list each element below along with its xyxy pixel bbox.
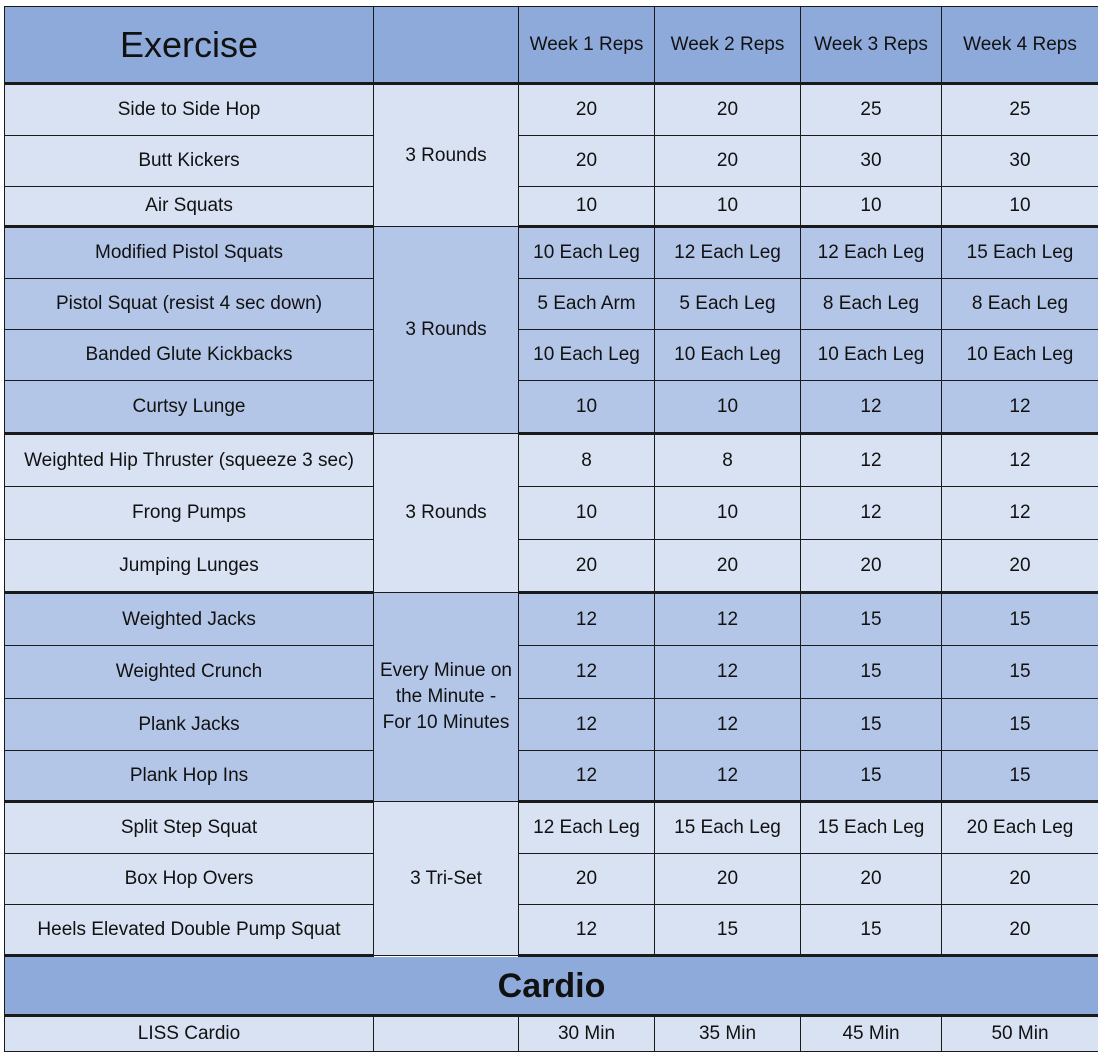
scheme-cell[interactable]: 3 Rounds: [374, 84, 519, 227]
exercise-cell[interactable]: Side to Side Hop: [5, 84, 374, 136]
scheme-line: For 10 Minutes: [382, 712, 510, 733]
table-row: [5, 330, 1098, 381]
rep-cell[interactable]: 15: [801, 593, 942, 646]
rep-cell[interactable]: 25: [801, 84, 942, 136]
rep-cell[interactable]: 12: [801, 434, 942, 487]
exercise-cell[interactable]: Butt Kickers: [5, 136, 374, 187]
scheme-line: the Minute -: [395, 686, 497, 707]
header-week-3[interactable]: Week 3 Reps: [801, 7, 942, 84]
rep-cell[interactable]: 12: [942, 487, 1098, 540]
table-row: [5, 802, 1098, 854]
rep-cell[interactable]: 12: [519, 646, 655, 699]
rep-cell[interactable]: 12: [519, 751, 655, 802]
exercise-cell[interactable]: Pistol Squat (resist 4 sec down): [5, 279, 374, 330]
exercise-cell[interactable]: Weighted Jacks: [5, 593, 374, 646]
table-row: [5, 751, 1098, 802]
rep-cell[interactable]: 30 Min: [519, 1016, 655, 1052]
rep-cell[interactable]: 15: [801, 905, 942, 956]
rep-cell[interactable]: 12 Each Leg: [801, 227, 942, 279]
rep-cell[interactable]: 10 Each Leg: [519, 330, 655, 381]
exercise-cell[interactable]: Curtsy Lunge: [5, 381, 374, 434]
rep-cell[interactable]: 15: [942, 593, 1098, 646]
table-row: [5, 1016, 1098, 1052]
table-row: [5, 699, 1098, 751]
rep-cell[interactable]: 15: [942, 751, 1098, 802]
rep-cell[interactable]: 8 Each Leg: [942, 279, 1098, 330]
rep-cell[interactable]: 15: [942, 699, 1098, 751]
rep-cell[interactable]: 15: [801, 699, 942, 751]
rep-cell[interactable]: 10: [519, 381, 655, 434]
exercise-cell[interactable]: Air Squats: [5, 187, 374, 227]
rep-cell[interactable]: 30: [801, 136, 942, 187]
rep-cell[interactable]: 12 Each Leg: [519, 802, 655, 854]
rep-cell[interactable]: 10: [655, 381, 801, 434]
rep-cell[interactable]: 12: [519, 905, 655, 956]
rep-cell[interactable]: 12: [801, 487, 942, 540]
rep-cell[interactable]: 12: [519, 699, 655, 751]
exercise-cell[interactable]: Plank Hop Ins: [5, 751, 374, 802]
exercise-cell[interactable]: Plank Jacks: [5, 699, 374, 751]
exercise-cell[interactable]: Heels Elevated Double Pump Squat: [5, 905, 374, 956]
rep-cell[interactable]: 12: [519, 593, 655, 646]
rep-cell[interactable]: 15 Each Leg: [655, 802, 801, 854]
rep-cell[interactable]: 12: [655, 646, 801, 699]
table-row: [5, 84, 1098, 136]
rep-cell[interactable]: 8: [519, 434, 655, 487]
header-week-4[interactable]: Week 4 Reps: [942, 7, 1098, 84]
rep-cell[interactable]: 15 Each Leg: [801, 802, 942, 854]
table-row: [5, 227, 1098, 279]
rep-cell[interactable]: 20: [655, 136, 801, 187]
cardio-header-row: [5, 956, 1098, 1016]
table-row: [5, 905, 1098, 956]
table-row: [5, 487, 1098, 540]
rep-cell[interactable]: 8 Each Leg: [801, 279, 942, 330]
rep-cell[interactable]: 20: [519, 540, 655, 593]
table-row: [5, 136, 1098, 187]
rep-cell[interactable]: 12: [655, 751, 801, 802]
exercise-cell[interactable]: LISS Cardio: [5, 1016, 374, 1052]
scheme-cell[interactable]: 3 Rounds: [374, 434, 519, 593]
table-row: [5, 381, 1098, 434]
rep-cell[interactable]: 50 Min: [942, 1016, 1098, 1052]
rep-cell[interactable]: 35 Min: [655, 1016, 801, 1052]
exercise-cell[interactable]: Modified Pistol Squats: [5, 227, 374, 279]
rep-cell[interactable]: 12: [942, 381, 1098, 434]
rep-cell[interactable]: 15: [942, 646, 1098, 699]
rep-cell[interactable]: 10: [655, 187, 801, 227]
header-exercise[interactable]: Exercise: [5, 7, 374, 84]
rep-cell[interactable]: 10 Each Leg: [942, 330, 1098, 381]
rep-cell[interactable]: 20: [519, 136, 655, 187]
table-row: [5, 187, 1098, 227]
header-blank[interactable]: [374, 7, 519, 84]
rep-cell[interactable]: 20: [801, 540, 942, 593]
exercise-cell[interactable]: Weighted Crunch: [5, 646, 374, 699]
rep-cell[interactable]: 20: [801, 854, 942, 905]
exercise-cell[interactable]: Weighted Hip Thruster (squeeze 3 sec): [5, 434, 374, 487]
rep-cell[interactable]: 12 Each Leg: [655, 227, 801, 279]
workout-spreadsheet: [4, 6, 1098, 1052]
header-row: [5, 7, 1098, 84]
scheme-line: Every Minue on: [379, 660, 512, 681]
rep-cell[interactable]: 12: [655, 593, 801, 646]
rep-cell[interactable]: 5 Each Arm: [519, 279, 655, 330]
exercise-cell[interactable]: Jumping Lunges: [5, 540, 374, 593]
rep-cell[interactable]: 45 Min: [801, 1016, 942, 1052]
workout-table: [4, 6, 1098, 1052]
rep-cell[interactable]: 10 Each Leg: [655, 330, 801, 381]
rep-cell[interactable]: 20: [942, 905, 1098, 956]
rep-cell[interactable]: 20: [519, 84, 655, 136]
rep-cell[interactable]: 5 Each Leg: [655, 279, 801, 330]
rep-cell[interactable]: 20: [655, 854, 801, 905]
exercise-cell[interactable]: Box Hop Overs: [5, 854, 374, 905]
header-week-1[interactable]: Week 1 Reps: [519, 7, 655, 84]
scheme-cell[interactable]: 3 Tri-Set: [374, 802, 519, 956]
scheme-cell[interactable]: [374, 593, 519, 802]
rep-cell[interactable]: 20 Each Leg: [942, 802, 1098, 854]
rep-cell[interactable]: 20: [519, 854, 655, 905]
header-week-2[interactable]: Week 2 Reps: [655, 7, 801, 84]
rep-cell[interactable]: 10: [519, 187, 655, 227]
rep-cell[interactable]: 20: [942, 854, 1098, 905]
table-row: [5, 434, 1098, 487]
scheme-cell[interactable]: 3 Rounds: [374, 227, 519, 434]
rep-cell[interactable]: 12: [801, 381, 942, 434]
rep-cell[interactable]: 20: [655, 84, 801, 136]
rep-cell[interactable]: 20: [942, 540, 1098, 593]
table-row: [5, 854, 1098, 905]
rep-cell[interactable]: 20: [655, 540, 801, 593]
cardio-title[interactable]: Cardio: [5, 956, 1098, 1016]
scheme-cell[interactable]: [374, 1016, 519, 1052]
rep-cell[interactable]: 12: [655, 699, 801, 751]
rep-cell[interactable]: 30: [942, 136, 1098, 187]
rep-cell[interactable]: 25: [942, 84, 1098, 136]
rep-cell[interactable]: 10 Each Leg: [801, 330, 942, 381]
rep-cell[interactable]: 10: [801, 187, 942, 227]
table-row: [5, 279, 1098, 330]
table-row: [5, 593, 1098, 646]
rep-cell[interactable]: 15: [801, 751, 942, 802]
rep-cell[interactable]: 10: [519, 487, 655, 540]
rep-cell[interactable]: 15: [801, 646, 942, 699]
exercise-cell[interactable]: Frong Pumps: [5, 487, 374, 540]
rep-cell[interactable]: 10: [655, 487, 801, 540]
rep-cell[interactable]: 15 Each Leg: [942, 227, 1098, 279]
table-row: [5, 646, 1098, 699]
rep-cell[interactable]: 10: [942, 187, 1098, 227]
rep-cell[interactable]: 15: [655, 905, 801, 956]
table-row: [5, 540, 1098, 593]
exercise-cell[interactable]: Banded Glute Kickbacks: [5, 330, 374, 381]
rep-cell[interactable]: 8: [655, 434, 801, 487]
rep-cell[interactable]: 12: [942, 434, 1098, 487]
rep-cell[interactable]: 10 Each Leg: [519, 227, 655, 279]
exercise-cell[interactable]: Split Step Squat: [5, 802, 374, 854]
